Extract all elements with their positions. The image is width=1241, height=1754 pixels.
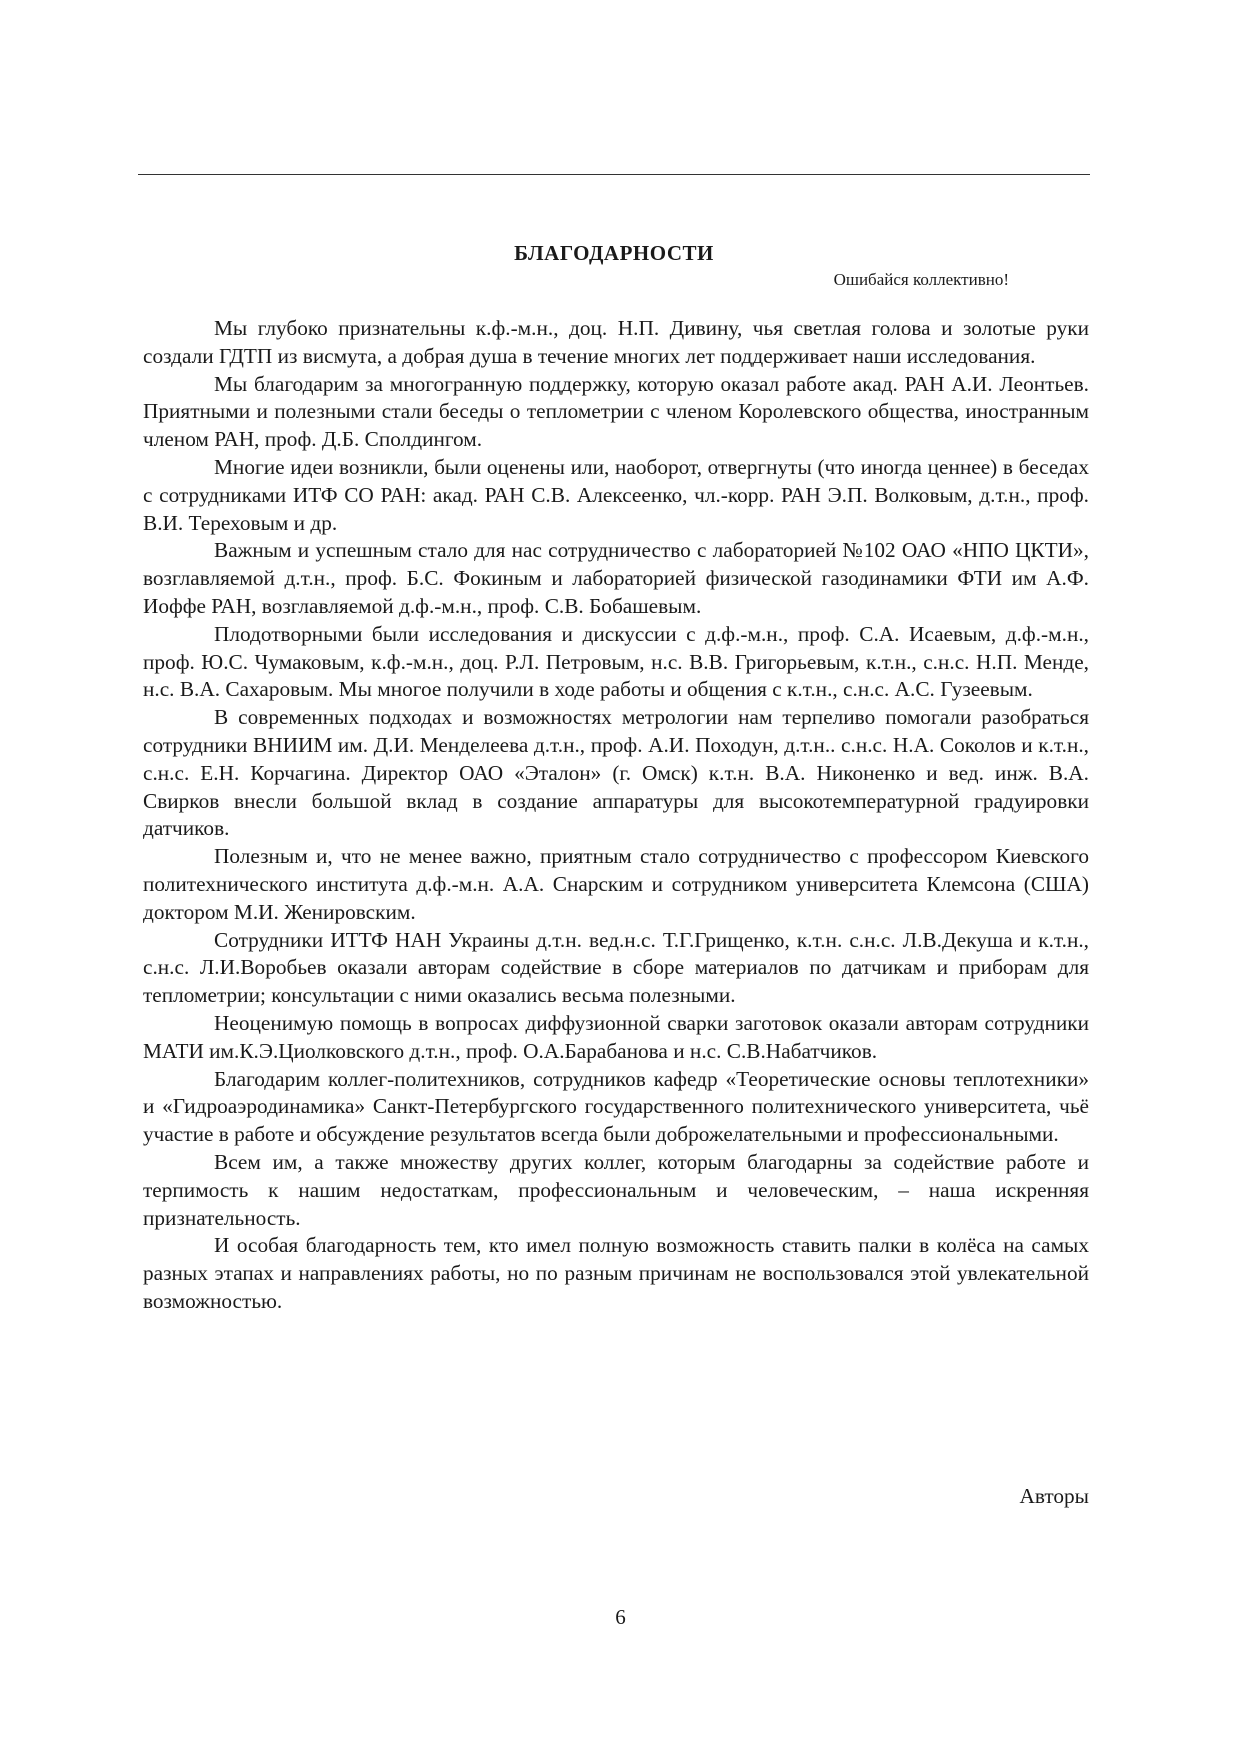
paragraph: Благодарим коллег-политехников, сотрудников кафедр «Теоретические основы теплотехники» и «Гидроаэродинамика» Санкт-Петербургского государственного политехнического университета, чьё участие в работе и обсуждение результатов всегда были доброжелательными и профессиональными. — [143, 1066, 1089, 1147]
signature: Авторы — [1019, 1484, 1089, 1508]
paragraph: В современных подходах и возможностях метрологии нам терпеливо помогали разобраться сотрудники ВНИИМ им. Д.И. Менделеева д.т.н., проф. А.И. Походун, д.т.н.. с.н.с. Н.А. Соколов и к.т.н., с.н.с. Е.Н. Корчагина. Директор ОАО «Эталон» (г. Омск) к.т.н. В.А. Никоненко и вед. инж. В.А. Свирков внесли большой вклад в создание аппаратуры для высокотемпературной градуировки датчиков. — [143, 705, 1089, 841]
paragraph: Важным и успешным стало для нас сотрудничество с лабораторией №102 ОАО «НПО ЦКТИ», возглавляемой д.т.н., проф. Б.С. Фокиным и лабораторией физической газодинамики ФТИ им А.Ф. Иоффе РАН, возглавляемой д.ф.-м.н., проф. С.В. Бобашевым. — [143, 538, 1089, 618]
paragraph: Всем им, а также множеству других коллег, которым благодарны за содействие работе и терпимость к нашим недостаткам, профессиональным и человеческим, – наша искренняя признательность. — [143, 1149, 1089, 1230]
epigraph: Ошибайся коллективно! — [833, 270, 1009, 289]
paragraph: Полезным и, что не менее важно, приятным стало сотрудничество с профессором Киевского политехнического института д.ф.-м.н. А.А. Снарским и сотрудником университета Клемсона (США) доктором М.И. Женировским. — [143, 844, 1089, 924]
paragraph: Сотрудники ИТТФ НАН Украины д.т.н. вед.н.с. Т.Г.Грищенко, к.т.н. с.н.с. Л.В.Декуша и к.т.н., с.н.с. Л.И.Воробьев оказали авторам содействие в сборе материалов по датчикам и приборам для теплометрии; консультации с ними оказались весьма полезными. — [143, 927, 1089, 1008]
page-number: 6 — [615, 1605, 626, 1629]
page-title: БЛАГОДАРНОСТИ — [514, 241, 714, 265]
paragraph: Мы глубоко признательны к.ф.-м.н., доц. Н.П. Дивину, чья светлая голова и золотые руки создали ГДТП из висмута, а добрая душа в течение многих лет поддерживает наши исследования. — [143, 316, 1089, 368]
body-text — [143, 315, 1089, 1316]
paragraph: Неоценимую помощь в вопросах диффузионной сварки заготовок оказали авторам сотрудники МАТИ им.К.Э.Циолковского д.т.н., проф. О.А.Барабанова и н.с. С.В.Набатчиков. — [143, 1010, 1089, 1063]
paragraph: Плодотворными были исследования и дискуссии с д.ф.-м.н., проф. С.А. Исаевым, д.ф.-м.н., проф. Ю.С. Чумаковым, к.ф.-м.н., доц. Р.Л. Петровым, н.с. В.В. Григорьевым, к.т.н., с.н.с. Н.П. Менде, н.с. В.А. Сахаровым. Мы многое получили в ходе работы и общения с к.т.н., с.н.с. А.С. Гузеевым. — [143, 621, 1089, 702]
paragraph: Мы благодарим за многогранную поддержку, которую оказал работе акад. РАН А.И. Леонтьев. Приятными и полезными стали беседы о теплометрии с членом Королевского общества, иностранным членом РАН, проф. Д.Б. Сполдингом. — [143, 371, 1089, 452]
paragraph: И особая благодарность тем, кто имел полную возможность ставить палки в колёса на самых разных этапах и направлениях работы, но по разным причинам не воспользовался этой увлекательной возможностью. — [143, 1233, 1089, 1313]
header-rule — [138, 174, 1090, 175]
paragraph: Многие идеи возникли, были оценены или, наоборот, отвергнуты (что иногда ценнее) в беседах с сотрудниками ИТФ СО РАН: акад. РАН С.В. Алексеенко, чл.-корр. РАН Э.П. Волковым, д.т.н., проф. В.И. Тереховым и др. — [143, 454, 1089, 535]
